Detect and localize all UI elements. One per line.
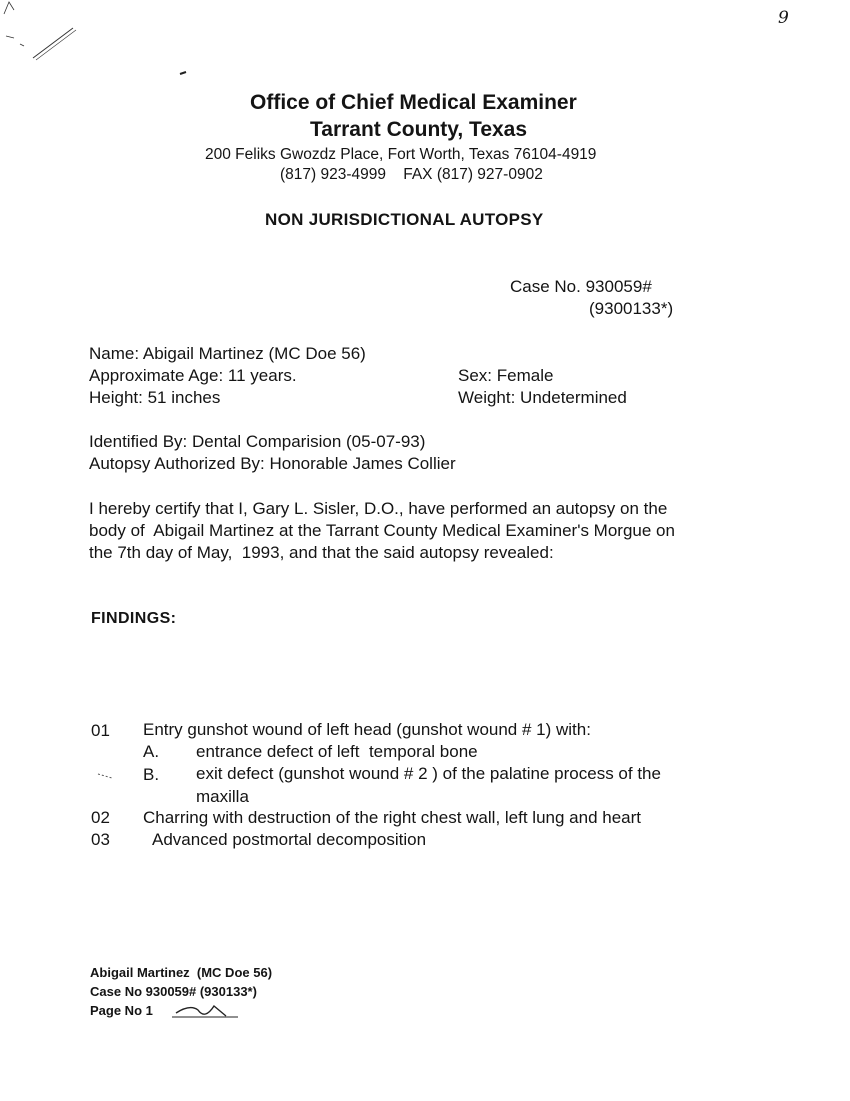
footer-page-label: Page No 1	[90, 1003, 153, 1018]
finding-number: 02	[91, 808, 110, 827]
finding-text: Entry gunshot wound of left head (gunshot wound # 1) with:	[143, 720, 591, 739]
finding-sub-letter: A.	[143, 742, 160, 761]
certification-line: body of Abigail Martinez at the Tarrant County Medical Examiner's Morgue on	[89, 521, 675, 540]
finding-text: Charring with destruction of the right chest wall, left lung and heart	[143, 808, 641, 827]
certification-line: I hereby certify that I, Gary L. Sisler, D.O., have performed an autopsy on the	[89, 499, 668, 518]
identified-by: Identified By: Dental Comparision (05-07-93)	[89, 432, 426, 451]
office-name: Office of Chief Medical Examiner	[250, 91, 577, 114]
finding-sub-letter: B.	[143, 765, 160, 784]
authorized-by: Autopsy Authorized By: Honorable James Collier	[89, 454, 456, 473]
finding-sub-text: exit defect (gunshot wound # 2 ) of the palatine process of the	[196, 764, 661, 783]
footer-case: Case No 930059# (930133*)	[90, 984, 257, 999]
decedent-sex: Sex: Female	[458, 366, 554, 385]
footer-name: Abigail Martinez (MC Doe 56)	[90, 965, 273, 980]
decedent-age: Approximate Age: 11 years.	[89, 366, 297, 385]
decedent-name: Name: Abigail Martinez (MC Doe 56)	[89, 344, 366, 363]
certification-line: the 7th day of May, 1993, and that the said autopsy revealed:	[89, 543, 554, 562]
office-phone-fax: (817) 923-4999 FAX (817) 927-0902	[280, 166, 543, 183]
case-alt-number: (9300133*)	[589, 299, 674, 318]
office-address: 200 Feliks Gwozdz Place, Fort Worth, Texas 76104-4919	[205, 146, 597, 163]
finding-sub-text: maxilla	[196, 787, 249, 806]
county-name: Tarrant County, Texas	[310, 118, 528, 141]
findings-heading: FINDINGS:	[91, 610, 177, 627]
page-number-mark: 9	[778, 8, 789, 28]
document-title: NON JURISDICTIONAL AUTOPSY	[265, 210, 544, 229]
finding-sub-text: entrance defect of left temporal bone	[196, 742, 478, 761]
decedent-height: Height: 51 inches	[89, 388, 221, 407]
decedent-weight: Weight: Undetermined	[458, 388, 627, 407]
finding-number: 03	[91, 830, 110, 849]
finding-text: Advanced postmortal decomposition	[152, 830, 427, 849]
case-number: Case No. 930059#	[510, 277, 652, 296]
finding-number: 01	[91, 721, 110, 740]
